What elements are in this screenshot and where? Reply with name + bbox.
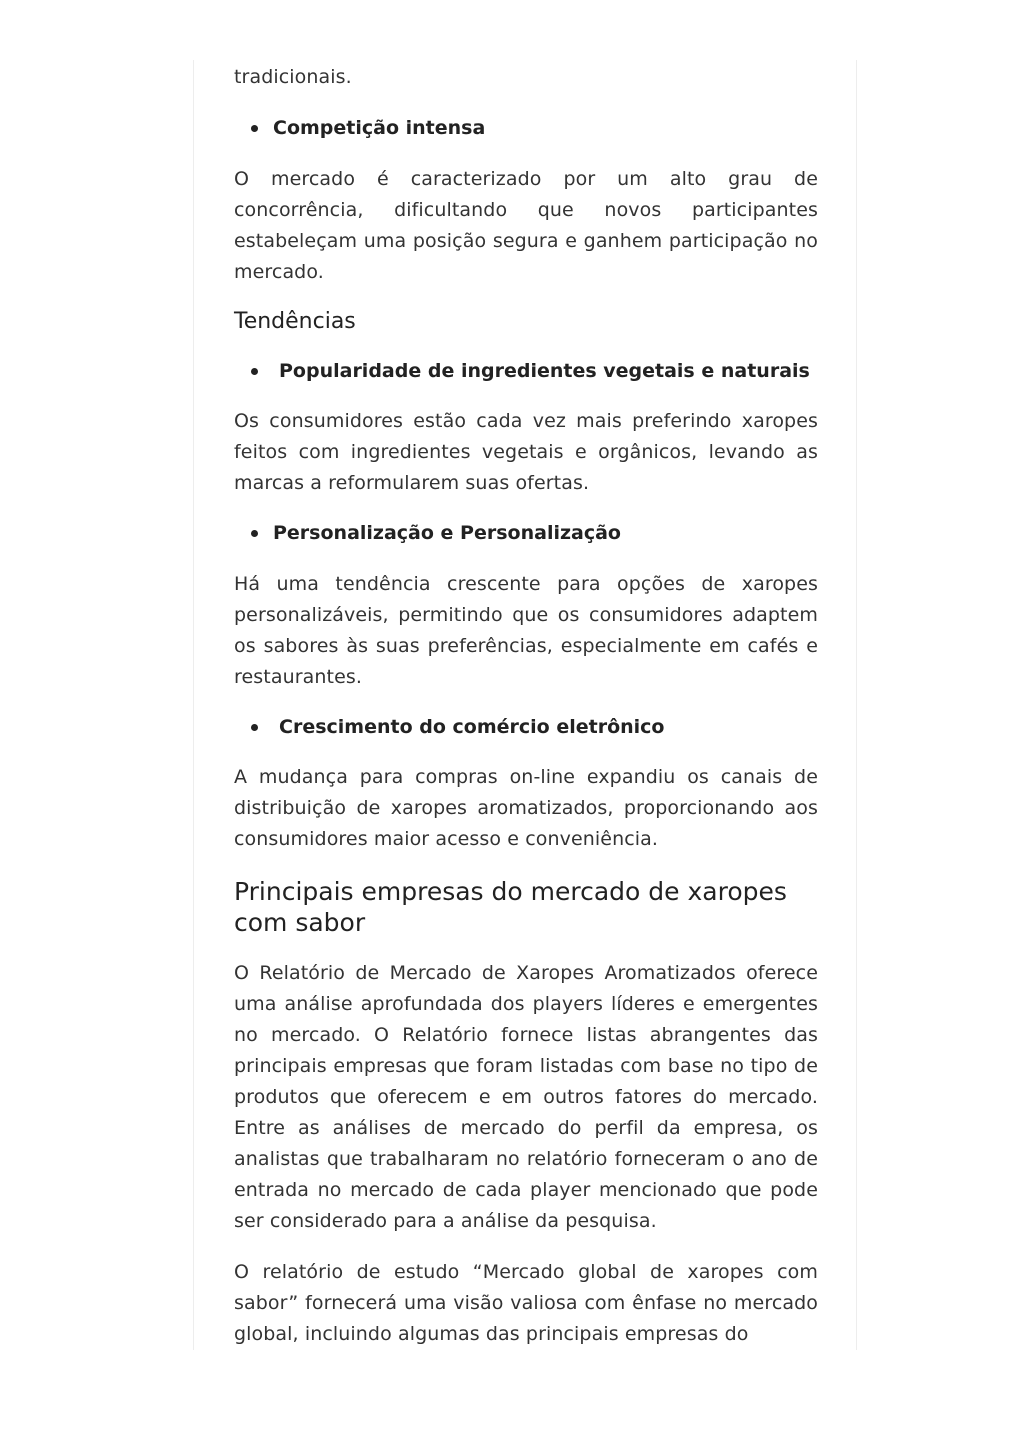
bullet-dot-icon bbox=[251, 530, 258, 537]
bullet-ecommerce-label: Crescimento do comércio eletrônico bbox=[279, 716, 665, 738]
bullet-dot-icon bbox=[251, 724, 258, 731]
personalization-paragraph: Há uma tendência crescente para opções de xaropes personalizáveis, permitindo que os consumidores adaptem os sabores às suas preferências, especialmente em cafés e restaurantes. bbox=[234, 573, 818, 688]
bullet-plant-ingredients-label: Popularidade de ingredientes vegetais e naturais bbox=[279, 360, 810, 382]
bullet-plant-ingredients bbox=[234, 356, 818, 387]
competition-paragraph: O mercado é caracterizado por um alto grau de concorrência, dificultando que novos participantes estabeleçam uma posição segura e ganhem participação no mercado. bbox=[234, 168, 818, 283]
intro-tail-paragraph: tradicionais. bbox=[234, 66, 352, 88]
bullet-dot-icon bbox=[251, 125, 258, 132]
bullet-dot-icon bbox=[251, 368, 258, 375]
heading-companies: Principais empresas do mercado de xaropes com sabor bbox=[234, 877, 787, 937]
bullet-ecommerce bbox=[234, 712, 818, 743]
report-paragraph: O Relatório de Mercado de Xaropes Aromatizados oferece uma análise aprofundada dos players líderes e emergentes no mercado. O Relatório fornece listas abrangentes das principais empresas que foram listadas com base no tipo de produtos que oferecem e em outros fatores do mercado. Entre as análises de mercado do perfil da empresa, os analistas que trabalharam no relatório forneceram o ano de entrada no mercado de cada player mencionado que pode ser considerado para a análise da pesquisa. bbox=[234, 962, 818, 1232]
bullet-competition bbox=[234, 113, 818, 144]
heading-trends: Tendências bbox=[234, 309, 356, 334]
bullet-personalization-label: Personalização e Personalização bbox=[273, 522, 621, 544]
study-paragraph: O relatório de estudo “Mercado global de xaropes com sabor” fornecerá uma visão valiosa com ênfase no mercado global, incluindo algumas das principais empresas do bbox=[234, 1261, 818, 1345]
ecommerce-paragraph: A mudança para compras on-line expandiu os canais de distribuição de xaropes aromatizados, proporcionando aos consumidores maior acesso e conveniência. bbox=[234, 766, 818, 850]
bullet-competition-label: Competição intensa bbox=[273, 117, 486, 139]
bullet-personalization bbox=[234, 518, 818, 549]
document-page bbox=[193, 60, 857, 1350]
plant-ingredients-paragraph: Os consumidores estão cada vez mais preferindo xaropes feitos com ingredientes vegetais e orgânicos, levando as marcas a reformularem suas ofertas. bbox=[234, 410, 818, 494]
